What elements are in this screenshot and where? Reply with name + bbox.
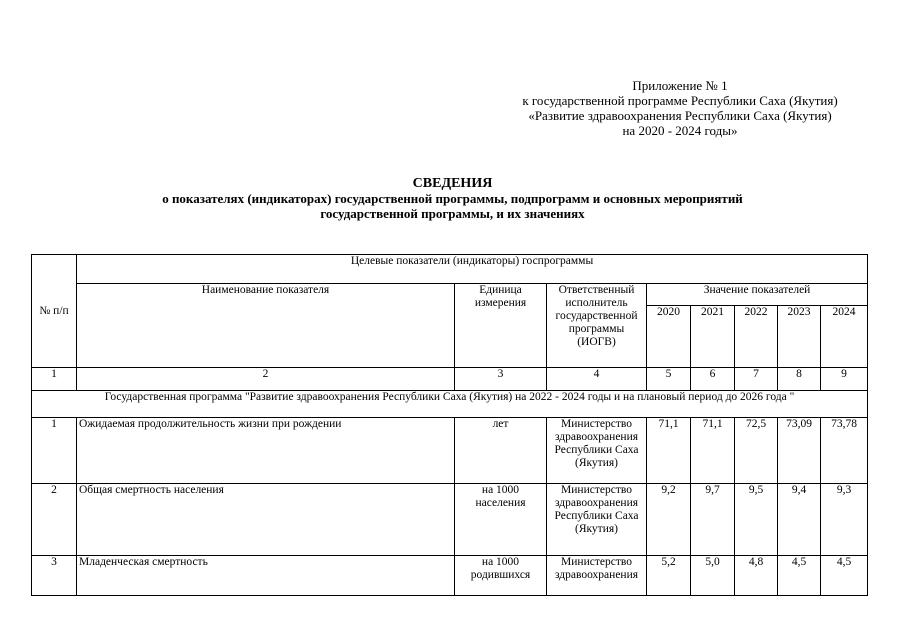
indicator-name: Общая смертность населения [77,484,455,556]
header-year: 2021 [691,306,735,368]
program-title: Государственная программа "Развитие здравоохранения Республики Саха (Якутия) на 2022 - 2024 годы и на плановый период до 2026 года " [32,391,868,418]
header-exec: Ответственный исполнитель государственной программы (ИОГВ) [547,284,647,368]
indicator-value: 71,1 [691,418,735,484]
header-values: Значение показателей [647,284,868,306]
appendix-line-4: на 2020 - 2024 годы» [622,123,738,138]
header-year: 2023 [778,306,821,368]
table-row [32,418,868,484]
table-row [32,556,868,596]
indicator-value: 9,4 [778,484,821,556]
indicator-executor: Министерство здравоохранения Республики Саха (Якутия) [547,418,647,484]
header-num: № п/п [32,255,77,368]
header-year: 2024 [821,306,868,368]
appendix-line-3: «Развитие здравоохранения Республики Саха (Якутия) [528,108,832,123]
appendix-block [470,78,890,138]
indicator-value: 9,5 [735,484,778,556]
header-year: 2020 [647,306,691,368]
indicator-value: 71,1 [647,418,691,484]
indicator-value: 9,3 [821,484,868,556]
indicator-executor: Министерство здравоохранения [547,556,647,596]
indicator-unit: лет [455,418,547,484]
column-number-row [32,368,868,391]
document-title: СВЕДЕНИЯ [412,176,493,191]
indicator-value: 4,5 [778,556,821,596]
appendix-line-2: к государственной программе Республики Саха (Якутия) [522,93,838,108]
column-number: 2 [77,368,455,391]
column-number: 9 [821,368,868,391]
indicator-executor: Министерство здравоохранения Республики Саха (Якутия) [547,484,647,556]
column-number: 1 [32,368,77,391]
document-subtitle-1: о показателях (индикаторах) государственной программы, подпрограмм и основных мероприятий [162,191,743,206]
indicator-value: 9,7 [691,484,735,556]
row-number: 1 [32,418,77,484]
column-number: 7 [735,368,778,391]
appendix-line-1: Приложение № 1 [632,78,728,93]
indicator-value: 4,5 [821,556,868,596]
indicator-value: 72,5 [735,418,778,484]
indicator-value: 73,09 [778,418,821,484]
column-number: 4 [547,368,647,391]
column-number: 3 [455,368,547,391]
header-row-1 [32,255,868,284]
indicator-value: 5,2 [647,556,691,596]
indicator-value: 73,78 [821,418,868,484]
row-number: 2 [32,484,77,556]
indicator-name: Ожидаемая продолжительность жизни при рождении [77,418,455,484]
column-number: 6 [691,368,735,391]
header-year: 2022 [735,306,778,368]
indicators-table [31,254,868,596]
indicator-value: 9,2 [647,484,691,556]
column-number: 5 [647,368,691,391]
column-number: 8 [778,368,821,391]
table-row [32,484,868,556]
indicator-value: 5,0 [691,556,735,596]
header-name: Наименование показателя [77,284,455,368]
indicator-value: 4,8 [735,556,778,596]
document-subtitle-2: государственной программы, и их значениях [320,206,585,221]
row-number: 3 [32,556,77,596]
program-row [32,391,868,418]
header-unit: Единица измерения [455,284,547,368]
header-group: Целевые показатели (индикаторы) госпрограммы [77,255,868,284]
indicator-name: Младенческая смертность [77,556,455,596]
document-heading [40,176,865,221]
indicator-unit: на 1000 родившихся [455,556,547,596]
header-row-2 [32,284,868,306]
indicator-unit: на 1000 населения [455,484,547,556]
